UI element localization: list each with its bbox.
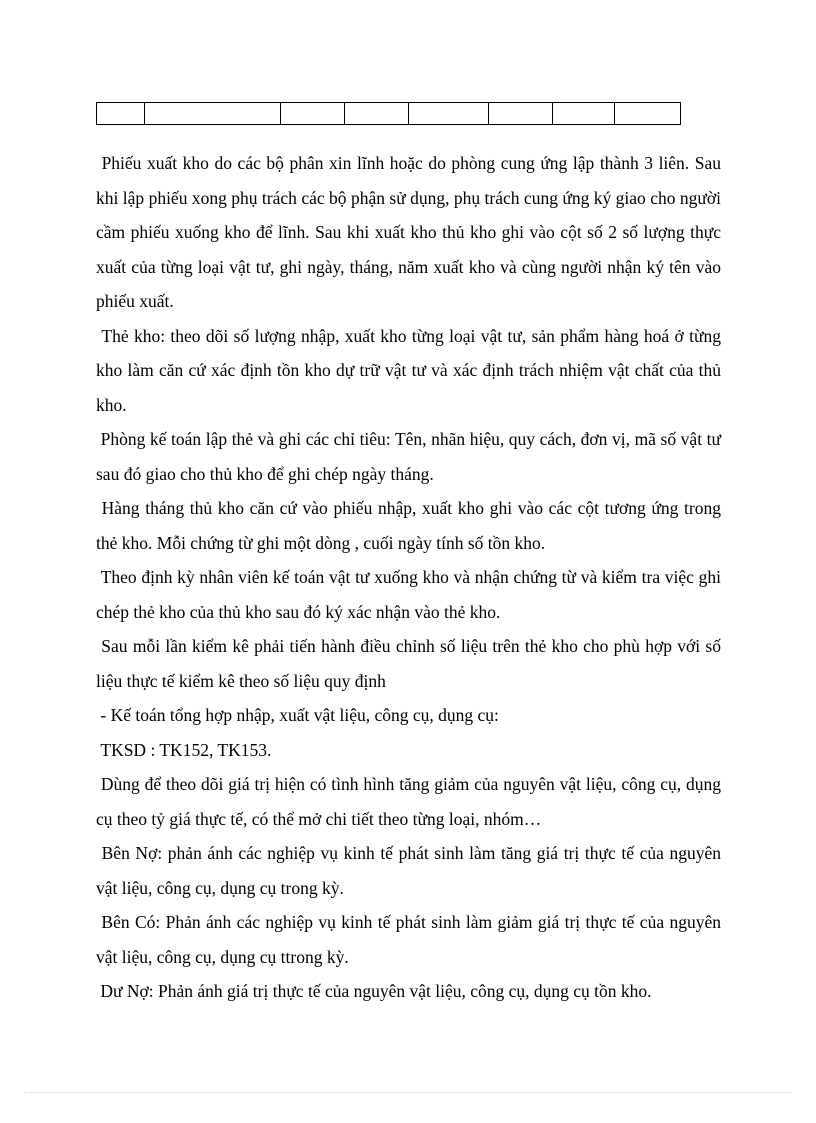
table-cell (281, 103, 345, 125)
paragraph-ben-co: Bên Có: Phản ánh các nghiệp vụ kinh tế phát sinh làm giảm giá trị thực tế của nguyên vật liệu, công cụ, dụng cụ ttrong kỳ. (96, 912, 726, 967)
paragraph-kiem-ke: Sau mỗi lần kiểm kê phải tiến hành điều chỉnh số liệu trên thẻ kho cho phù hợp với số liệu thực tế kiểm kê theo số liệu quy định (96, 636, 726, 691)
paragraph-hang-thang: Hàng tháng thủ kho căn cứ vào phiếu nhập, xuất kho ghi vào các cột tương ứng trong thẻ kho. Mỗi chứng từ ghi một dòng , cuối ngày tính số tồn kho. (96, 498, 726, 553)
empty-table (96, 102, 681, 125)
table-cell (409, 103, 489, 125)
paragraph-ben-no: Bên Nợ: phản ánh các nghiệp vụ kinh tế phát sinh làm tăng giá trị thực tế của nguyên vật liệu, công cụ, dụng cụ trong kỳ. (96, 843, 726, 898)
paragraph-du-no: Dư Nợ: Phản ánh giá trị thực tế của nguyên vật liệu, công cụ, dụng cụ tồn kho. (96, 981, 652, 1001)
paragraph-theo-dinh-ky: Theo định kỳ nhân viên kế toán vật tư xuống kho và nhận chứng từ và kiểm tra việc ghi chép thẻ kho của thủ kho sau đó ký xác nhận vào thẻ kho. (96, 567, 726, 622)
paragraph-ke-toan-tong-hop: - Kế toán tổng hợp nhập, xuất vật liệu, công cụ, dụng cụ: (96, 705, 499, 725)
paragraph-phong-ke-toan: Phòng kế toán lập thẻ và ghi các chỉ tiêu: Tên, nhãn hiệu, quy cách, đơn vị, mã số vật tư sau đó giao cho thủ kho để ghi chép ngày tháng. (96, 429, 726, 484)
paragraph-dung-de: Dùng để theo dõi giá trị hiện có tình hình tăng giảm của nguyên vật liệu, công cụ, dụng cụ theo tỷ giá thực tế, có thể mở chi tiết theo từng loại, nhóm… (96, 774, 726, 829)
paragraph-tksd: TKSD : TK152, TK153. (96, 739, 272, 760)
paragraph-phieu-xuat-kho: Phiếu xuất kho do các bộ phân xin lĩnh hoặc do phòng cung ứng lập thành 3 liên. Sau khi lập phiếu xong phụ trách các bộ phận sử dụng, phụ trách cung ứng ký giao cho người cầm phiếu xuống kho để lĩnh. Sau khi xuất kho thủ kho ghi vào cột số 2 số lượng thực xuất của từng loại vật tư, ghi ngày, tháng, năm xuất kho và cùng người nhận ký tên vào phiếu xuất. (96, 153, 726, 311)
table-cell (489, 103, 553, 125)
page-footer-rule (24, 1092, 792, 1093)
table-cell (615, 103, 681, 125)
table-cell (145, 103, 281, 125)
table-cell (553, 103, 615, 125)
document-body (96, 146, 726, 1009)
table-cell (97, 103, 145, 125)
paragraph-the-kho: Thẻ kho: theo dõi số lượng nhập, xuất kho từng loại vật tư, sản phẩm hàng hoá ở từng kho làm căn cứ xác định tồn kho dự trữ vật tư và xác định trách nhiệm vật chất của thủ kho. (96, 325, 726, 415)
table-row (97, 103, 681, 125)
table-cell (345, 103, 409, 125)
